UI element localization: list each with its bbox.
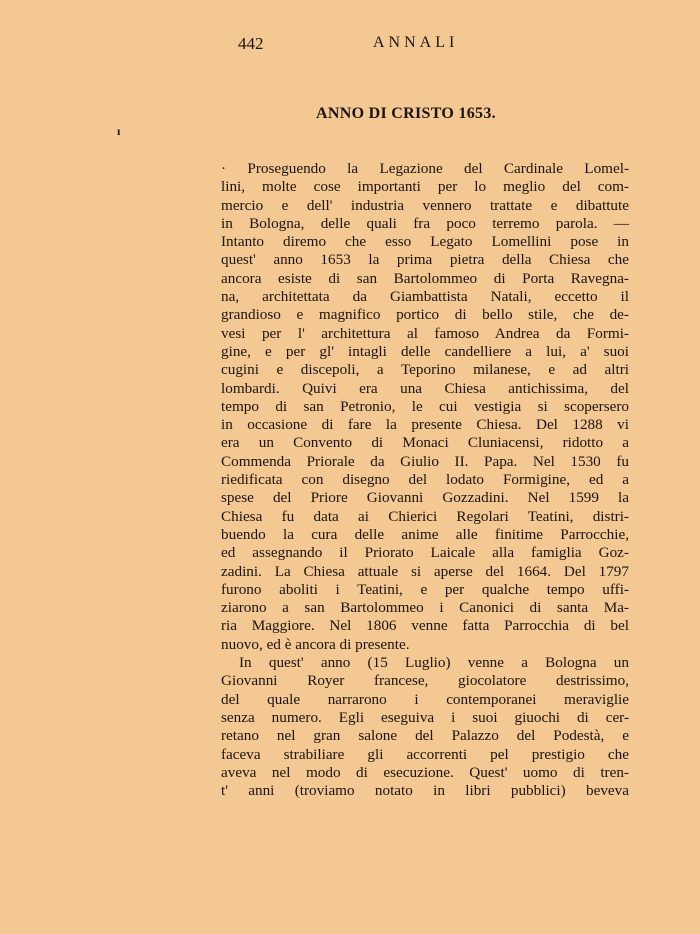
text-line: ziarono a san Bartolommeo i Canonici di santa Ma-: [221, 599, 629, 617]
text-line: buendo la cura delle anime alle finitime Parrocchie,: [221, 525, 629, 543]
text-line: na, architettata da Giambattista Natali, eccetto il: [221, 288, 629, 306]
text-line: del quale narrarono i contemporanei meraviglie: [221, 690, 629, 708]
body-text: [221, 160, 629, 800]
text-line: faceva strabiliare gli accorrenti pel prestigio che: [221, 745, 629, 763]
text-line: Commenda Priorale da Giulio II. Papa. Nel 1530 fu: [221, 452, 629, 470]
text-line: Intanto diremo che esso Legato Lomellini pose in: [221, 233, 629, 251]
text-line: in occasione di fare la presente Chiesa. Del 1288 vi: [221, 416, 629, 434]
text-line: mercio e dell' industria vennero trattate e dibattute: [221, 196, 629, 214]
text-line: lini, molte cose importanti per lo meglio del com-: [221, 178, 629, 196]
text-line: · Proseguendo la Legazione del Cardinale Lomel-: [221, 160, 629, 177]
margin-mark: ı: [117, 124, 121, 138]
text-line: riedificata con disegno del lodato Formigine, ed a: [221, 471, 629, 489]
text-line: ria Maggiore. Nel 1806 venne fatta Parrocchia di bel: [221, 617, 629, 635]
running-head: ANNALI: [373, 34, 459, 51]
text-line: spese del Priore Giovanni Gozzadini. Nel 1599 la: [221, 489, 629, 507]
text-line: aveva nel modo di esecuzione. Quest' uomo di tren-: [221, 763, 629, 781]
text-line: retano nel gran salone del Palazzo del Podestà, e: [221, 727, 629, 745]
text-line: era un Convento di Monaci Cluniacensi, ridotto a: [221, 434, 629, 452]
text-line: grandioso e magnifico portico di bello stile, che de-: [221, 306, 629, 324]
text-line: furono aboliti i Teatini, e per qualche tempo uffi-: [221, 580, 629, 598]
text-line: zadini. La Chiesa attuale si aperse del 1664. Del 1797: [221, 562, 629, 580]
text-line: tempo di san Petronio, le cui vestigia si scopersero: [221, 397, 629, 415]
text-line: ed assegnando il Priorato Laicale alla famiglia Goz-: [221, 544, 629, 562]
page-number: 442: [238, 34, 264, 53]
text-line: gine, e per gl' intagli delle candelliere a lui, a' suoi: [221, 342, 629, 360]
text-line: t' anni (troviamo notato in libri pubblici) beveva: [221, 782, 629, 800]
text-line: lombardi. Quivi era una Chiesa antichissima, del: [221, 379, 629, 397]
section-title: ANNO DI CRISTO 1653.: [316, 105, 496, 122]
text-line: quest' anno 1653 la prima pietra della Chiesa che: [221, 251, 629, 269]
text-line: nuovo, ed è ancora di presente.: [221, 635, 410, 653]
text-line: in Bologna, delle quali fra poco terremo parola. —: [221, 214, 629, 232]
text-line: Chiesa fu data ai Chierici Regolari Teatini, distri-: [221, 507, 629, 525]
text-line: senza numero. Egli eseguiva i suoi giuochi di cer-: [221, 708, 629, 726]
text-line: In quest' anno (15 Luglio) venne a Bologna un: [239, 654, 629, 672]
text-line: ancora esiste di san Bartolommeo di Porta Ravegna-: [221, 269, 629, 287]
text-line: cugini e discepoli, a Teporino milanese, e ad altri: [221, 361, 629, 379]
text-line: vesi per l' architettura al famoso Andrea da Formi-: [221, 324, 629, 342]
text-line: Giovanni Royer francese, giocolatore destrissimo,: [221, 672, 629, 690]
